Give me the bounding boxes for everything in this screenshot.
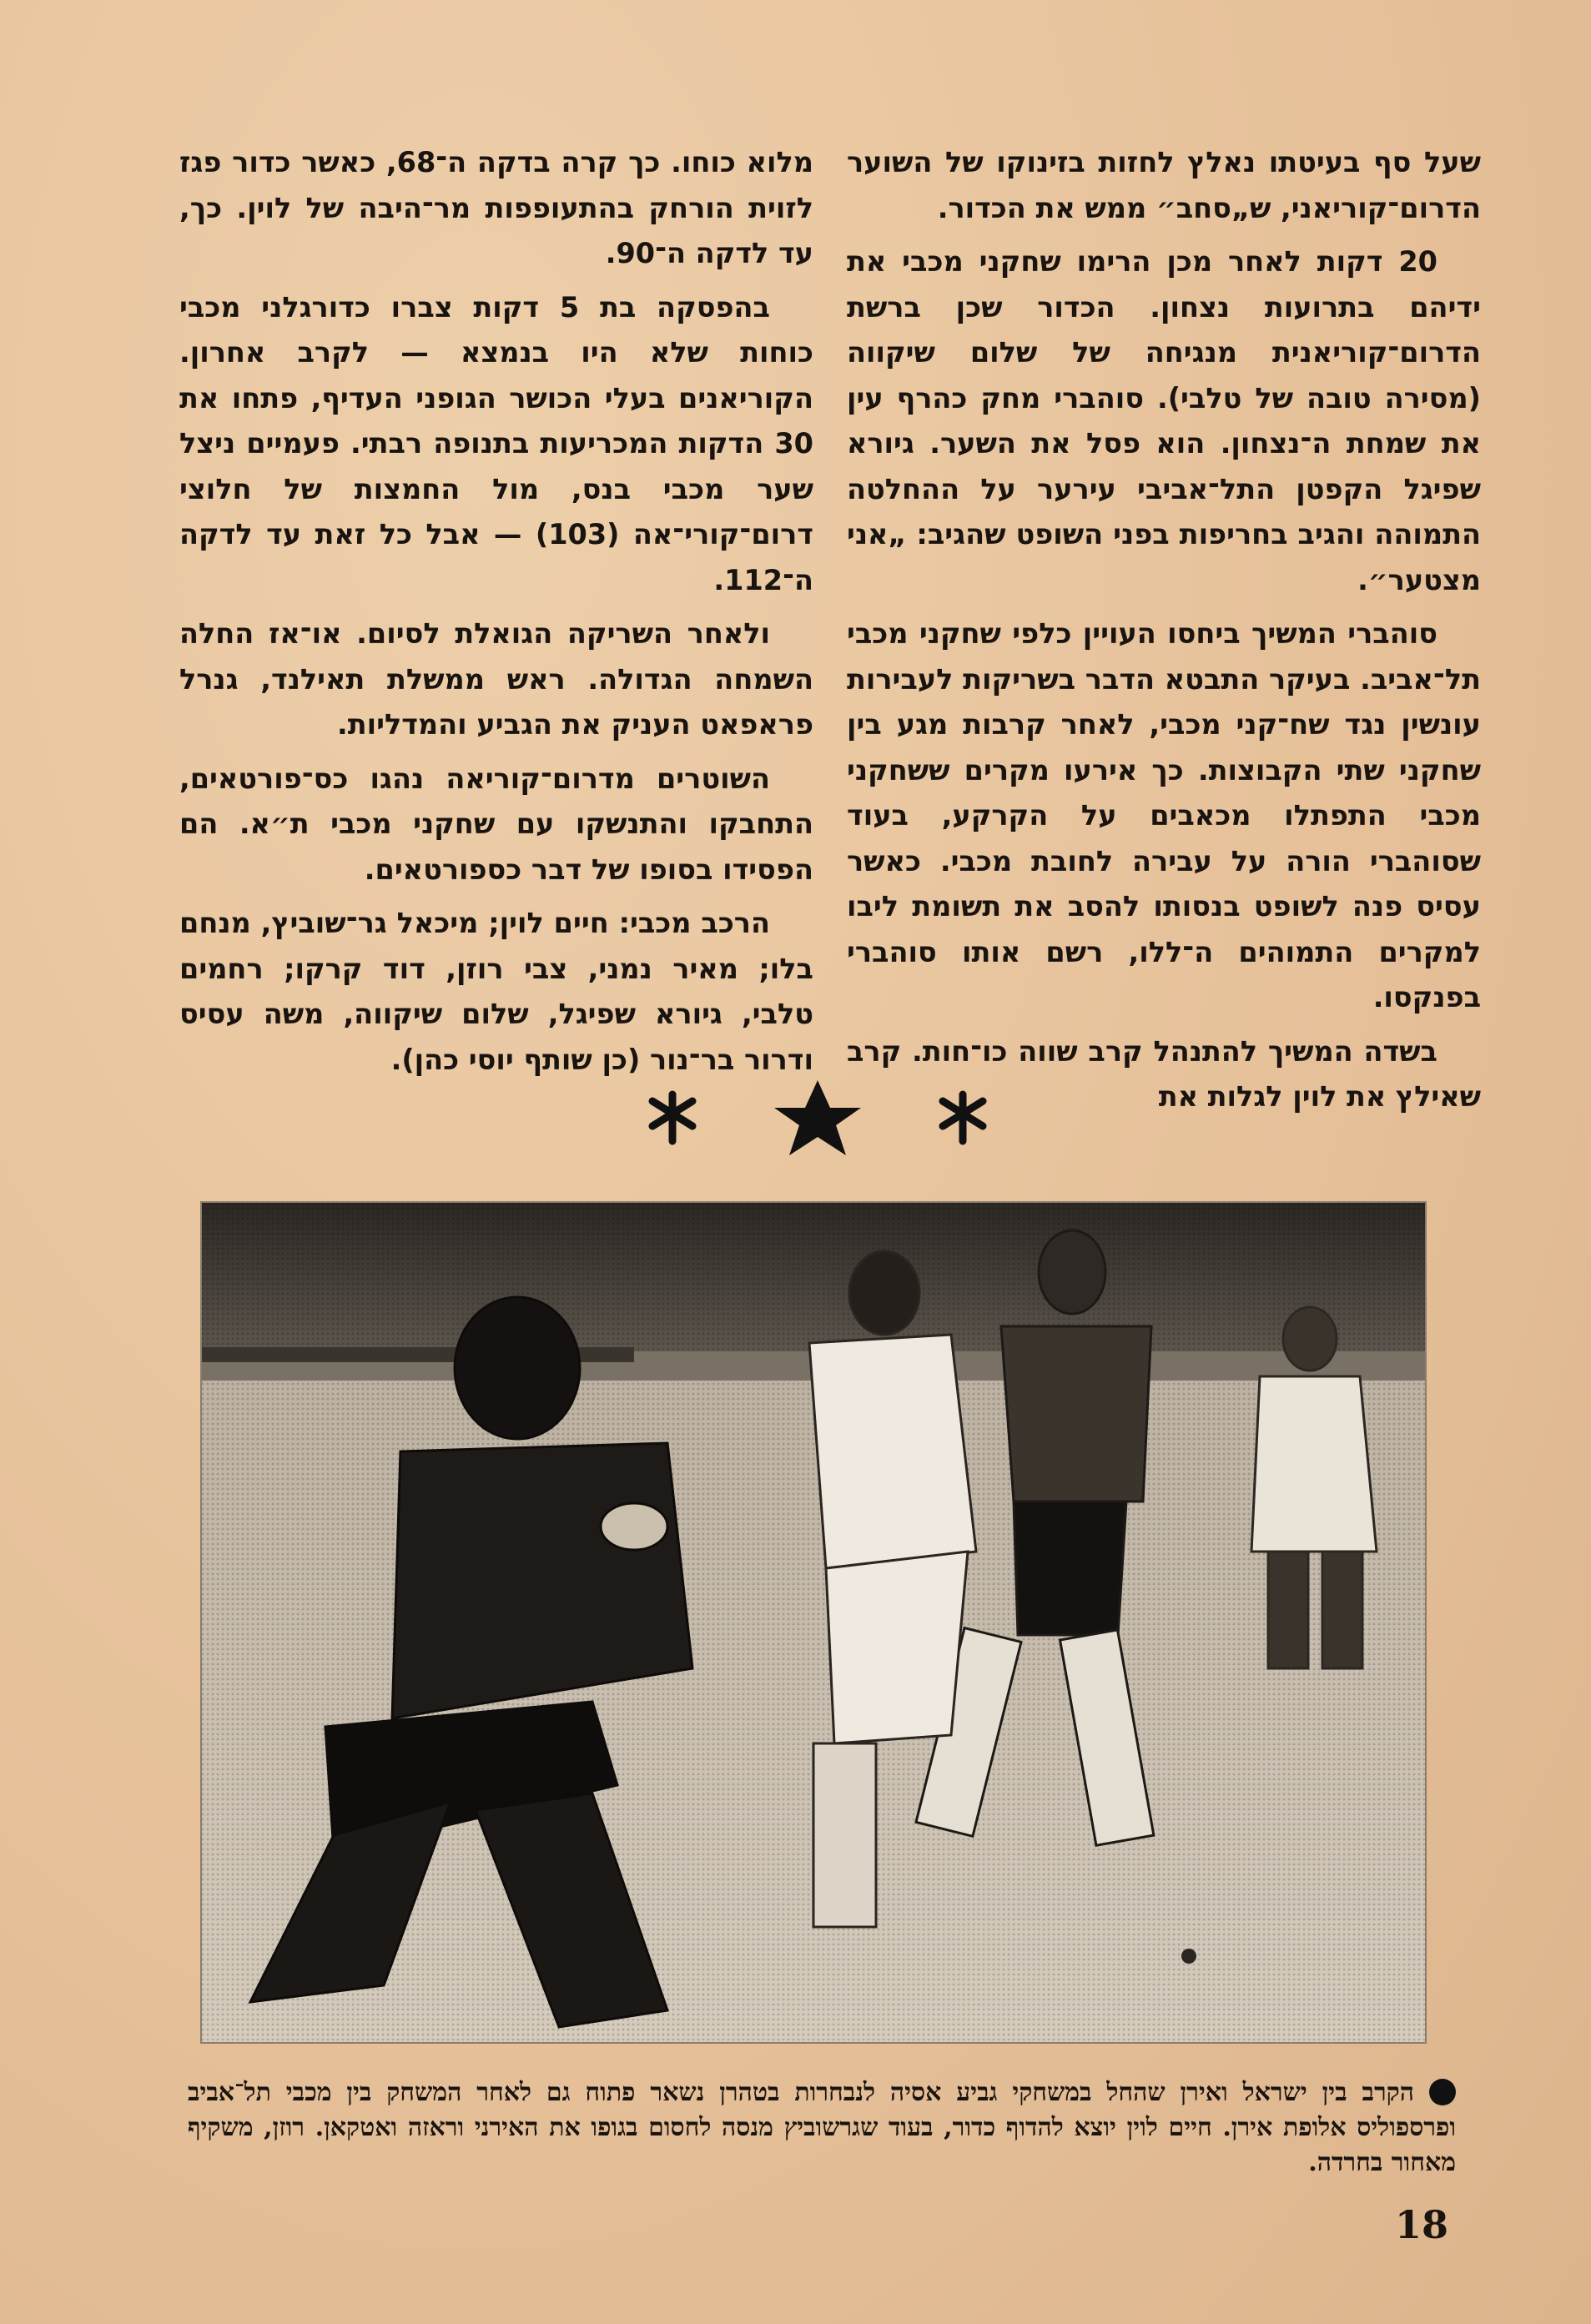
match-photo (200, 1201, 1427, 2044)
article-column-right (847, 140, 1481, 1129)
paragraph: בשדה המשיך להתנהל קרב שווה כו־חות. קרב שאילץ את לוין לגלות את (847, 1034, 1481, 1113)
paragraph: השוטרים מדרום־קוריאה נהגו כס־פורטאים, התחבקו והתנשקו עם שחקני מכבי ת״א. הם הפסידו בסופו של דבר כספורטאים. (179, 762, 813, 886)
caption-text: הקרב בין ישראל ואירן שהחל במשחקי גביע אסיה לנבחרות בטהרן נשאר פתוח גם לאחר המשחק בין מכבי תל־אביב ופרספוליס אלופת אירן. חיים לוין יוצא להדוף כדור, בעוד שגרשוביץ מנסה לחסום בגופו את האירני וראזה ואטקאן. רוזן, משקיף מאחור בחרדה. (188, 2078, 1456, 2177)
paragraph: סוהברי המשיך ביחסו העויין כלפי שחקני מכבי תל־אביב. בעיקר התבטא הדבר בשריקות לעבירות עונשין נגד שח־קני מכבי, לאחר קרבות מגע בין שחקני שתי הקבוצות. כך אירעו מקרים ששחקני מכבי התפתלו מכאבים על הקרקע, בעוד שסוהברי הורה על עבירה לחובת מכבי. כאשר עסיס פנה לשופט בנסותו להסב את תשומת ליבו למקרים התמוהים ה־ללו, רשם אותו סוהברי בפנקסו. (847, 617, 1481, 1014)
paragraph: מלוא כוחו. כך קרה בדקה ה־68, כאשר כדור פגז לזוית הורחק בהתעופפות מר־היבה של לוין. כך, עד לדקה ה־90. (179, 146, 813, 269)
asterisk-icon (943, 1094, 983, 1141)
photo-caption (188, 2075, 1456, 2181)
paragraph: 20 דקות לאחר מכן הרימו שחקני מכבי את ידיהם בתרועות נצחון. הכדור שכן ברשת הדרום־קוריאנית מנגיחה של שלום שיקווה (מסירה טובה של טלבי). סוהברי מחק כהרף עין את שמחת ה־נצחון. הוא פסל את השער. גיורא שפיגל הקפטן התל־אביבי עירער על ההחלטה התמוהה והגיב בחריפות בפני השופט שהגיב: „אני מצטער״. (847, 245, 1481, 596)
star-icon (774, 1080, 861, 1155)
paragraph: בהפסקה בת 5 דקות צברו כדורגלני מכבי כוחות שלא היו בנמצא — לקרב אחרון. הקוריאנים בעלי הכושר הגופני העדיף, פתחו את 30 הדקות המכריעות בתנופה רבתי. פעמיים ניצל שער מכבי בנס, מול החמצות של חלוצי דרום־קורי־אה (103) — אבל כל זאת עד לדקה ה־112. (179, 290, 814, 596)
bullet-icon (1429, 2079, 1456, 2105)
paragraph: ולאחר השריקה הגואלת לסיום. או־אז החלה השמחה הגדולה. ראש ממשלת תאילנד, גנרל פראפאט העניק את הגביע והמדליות. (179, 617, 813, 741)
paragraph: שעל סף בעיטתו נאלץ לחזות בזינוקו של השוער הדרום־קוריאני, ש„סחב״ ממש את הכדור. (847, 146, 1481, 224)
paragraph: הרכב מכבי: חיים לוין; מיכאל גר־שוביץ, מנחם בלו; מאיר נמני, צבי רוזן, דוד קרקו; רחמים טלבי, גיורא שפיגל, שלום שיקווה, משה עסיס ודרור בר־נור (כן שותף יוסי כהן). (179, 907, 813, 1076)
page-number: 18 (1395, 2202, 1449, 2247)
star-divider (642, 1076, 993, 1159)
asterisk-icon (652, 1094, 692, 1141)
article-column-left (179, 140, 813, 1091)
